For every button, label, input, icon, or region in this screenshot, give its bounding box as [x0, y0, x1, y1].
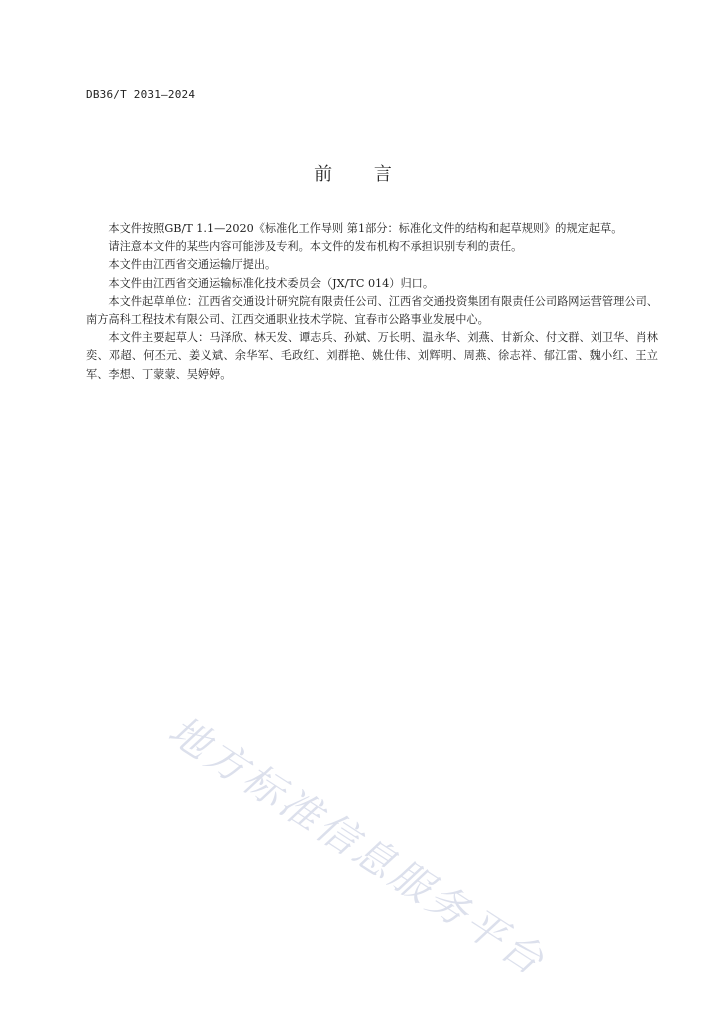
paragraph-drafting-rules: 本文件按照GB/T 1.1—2020《标准化工作导则 第1部分：标准化文件的结构和起草规则》的规定起草。 — [108, 222, 623, 235]
paragraph-administrator: 本文件由江西省交通运输标准化技术委员会（JX/TC 014）归口。 — [108, 276, 435, 290]
document-code: DB36/T 2031—2024 — [86, 88, 196, 101]
paragraph-drafting-units: 本文件起草单位：江西省交通设计研究院有限责任公司、江西省交通投资集团有限责任公司路网运营管理公司、南方高科工程技术有限公司、江西交通职业技术学院、宜春市公路事业发展中心。 — [86, 294, 658, 327]
paragraph-drafters: 本文件主要起草人：马泽欣、林天发、谭志兵、孙斌、万长明、温永华、刘燕、甘新众、付文群、刘卫华、肖林奕、邓超、何丕元、姜义斌、余华军、毛政红、刘群艳、姚仕伟、刘辉明、周燕、徐志祥、郁江雷、魏小红、王立军、李想、丁蒙蒙、吴婷婷。 — [86, 331, 658, 381]
section-title: 前 言 — [314, 164, 410, 185]
foreword-body — [86, 220, 658, 384]
paragraph-proposer: 本文件由江西省交通运输厅提出。 — [108, 258, 277, 272]
paragraph-patent-notice: 请注意本文件的某些内容可能涉及专利。本文件的发布机构不承担识别专利的责任。 — [108, 240, 523, 254]
watermark: 地方标准信息服务平台 — [160, 707, 555, 986]
